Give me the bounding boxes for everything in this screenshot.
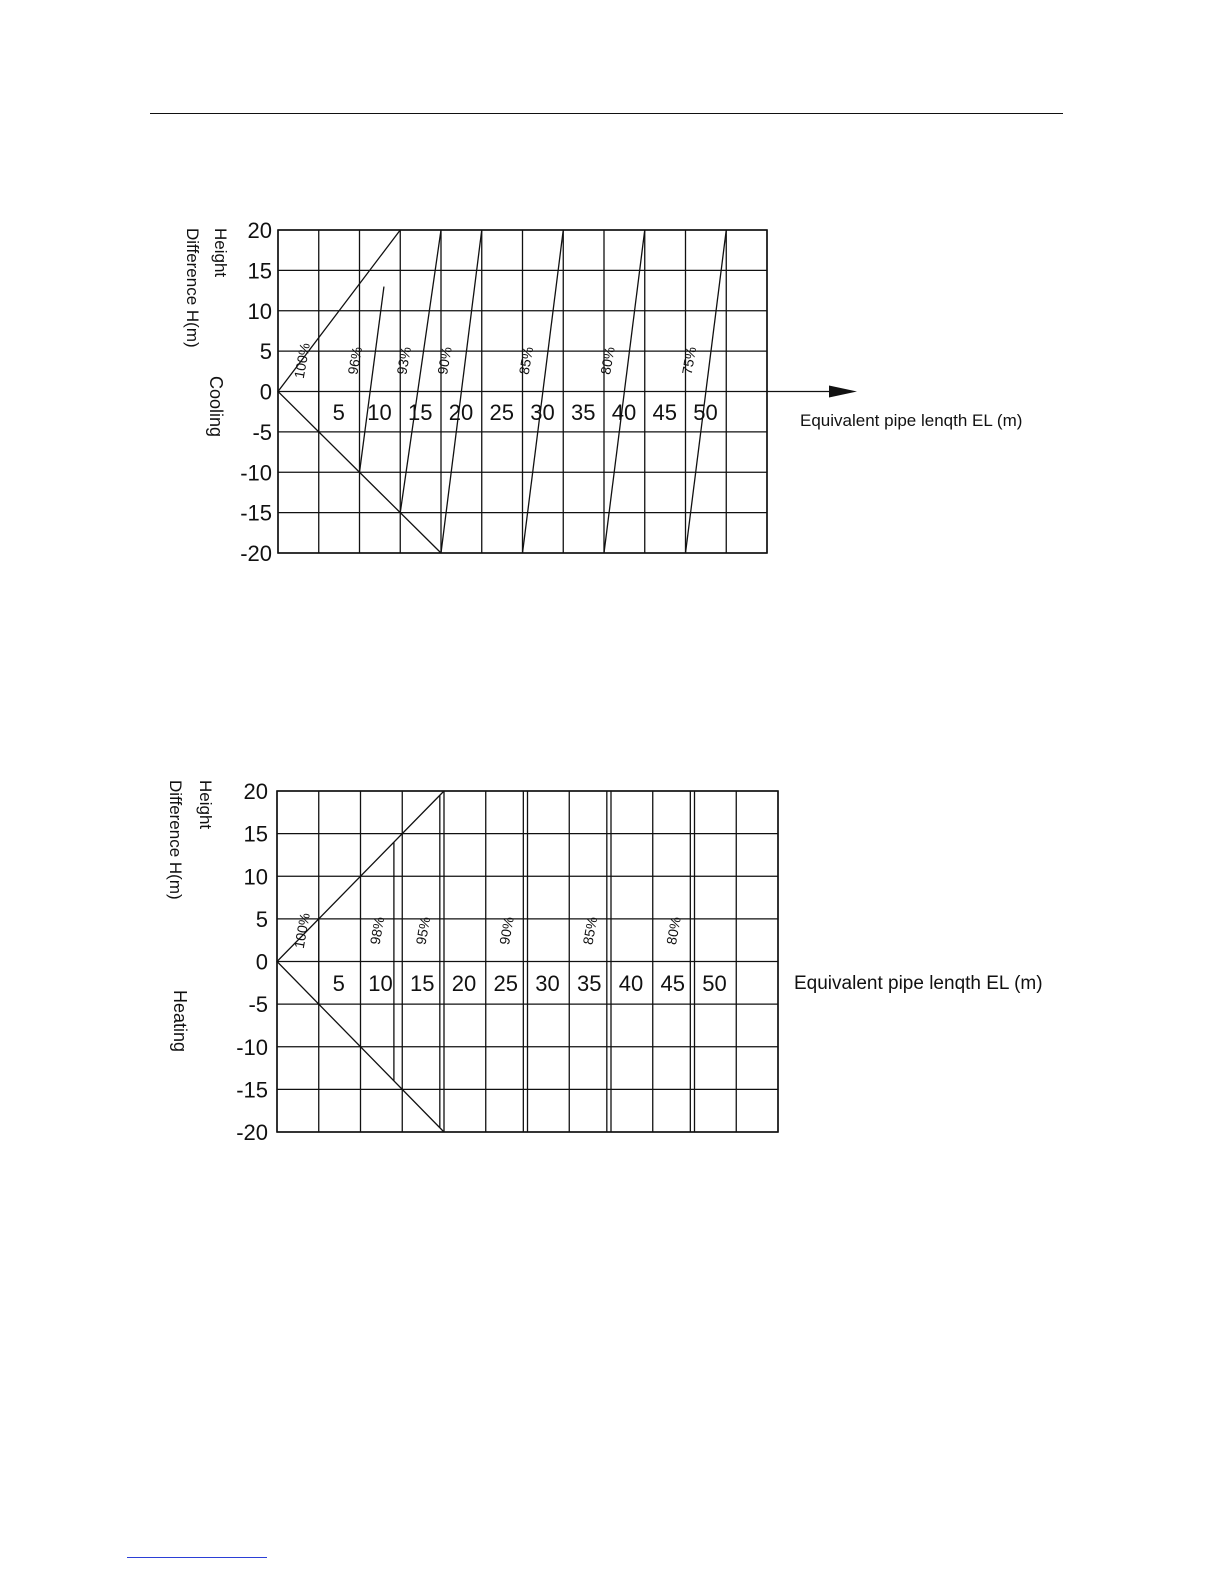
x-tick-label: 15: [408, 400, 433, 425]
footer-link-rule: [127, 1557, 267, 1558]
x-tick-label: 20: [451, 971, 477, 996]
y-axis-label-line1: Height: [211, 228, 230, 278]
correction-percent-label: 85%: [579, 915, 601, 946]
correction-percent-label: 85%: [515, 345, 537, 376]
x-tick-label: 10: [367, 400, 392, 425]
x-tick-label: 5: [332, 971, 345, 996]
y-tick-label: -5: [252, 419, 272, 445]
correction-percent-label: 100%: [290, 341, 313, 380]
y-tick-label: 0: [255, 949, 268, 975]
correction-percent-label: 80%: [597, 345, 618, 376]
y-tick-label: 5: [259, 339, 272, 365]
x-axis-label: Equivalent pipe lenqth EL (m): [800, 411, 1023, 430]
correction-percent-label: 75%: [678, 345, 700, 376]
y-tick-label: 10: [243, 864, 268, 890]
x-axis-label: Equivalent pipe lenqth EL (m): [794, 973, 1043, 994]
x-tick-label: 15: [410, 971, 435, 996]
y-tick-label: 10: [247, 298, 272, 324]
y-tick-label: -20: [240, 541, 272, 566]
y-tick-label: 15: [247, 258, 272, 284]
correction-percent-label: 96%: [344, 345, 366, 376]
x-tick-label: 45: [652, 400, 677, 425]
x-tick-label: 50: [693, 400, 718, 425]
y-tick-label: 20: [247, 218, 272, 243]
y-tick-label: -15: [236, 1077, 268, 1103]
y-tick-label: 20: [243, 779, 268, 804]
y-tick-label: -20: [236, 1120, 268, 1145]
mode-label: Heating: [170, 990, 190, 1053]
x-tick-label: 25: [493, 971, 518, 996]
y-tick-label: -15: [240, 500, 272, 526]
x-tick-label: 25: [489, 400, 514, 425]
correction-percent-label: 93%: [393, 345, 415, 376]
correction-percent-label: 90%: [496, 915, 517, 946]
x-tick-label: 40: [618, 971, 644, 996]
x-tick-label: 30: [535, 971, 560, 996]
x-tick-label: 50: [702, 971, 727, 996]
x-tick-label: 40: [611, 400, 637, 425]
mode-label: Cooling: [206, 376, 226, 438]
x-tick-label: 5: [332, 400, 345, 425]
y-axis-label-line1: Height: [196, 780, 215, 830]
correction-percent-label: 95%: [412, 915, 434, 946]
y-axis-label-line2: Difference H(m): [183, 228, 202, 348]
correction-percent-label: 80%: [663, 915, 684, 946]
y-tick-label: 15: [243, 821, 268, 847]
y-axis-label-line2: Difference H(m): [166, 780, 185, 900]
y-tick-label: -5: [248, 992, 268, 1018]
correction-percent-label: 100%: [290, 911, 313, 950]
y-tick-label: -10: [236, 1034, 268, 1060]
y-tick-label: 5: [255, 906, 268, 932]
x-tick-label: 45: [660, 971, 685, 996]
y-tick-label: -10: [240, 460, 272, 486]
correction-percent-label: 90%: [434, 345, 455, 376]
x-tick-label: 20: [448, 400, 474, 425]
y-tick-label: 0: [259, 379, 272, 405]
x-tick-label: 30: [530, 400, 555, 425]
correction-percent-label: 98%: [366, 915, 388, 946]
x-tick-label: 10: [368, 971, 393, 996]
x-tick-label: 35: [577, 971, 602, 996]
x-tick-label: 35: [571, 400, 596, 425]
